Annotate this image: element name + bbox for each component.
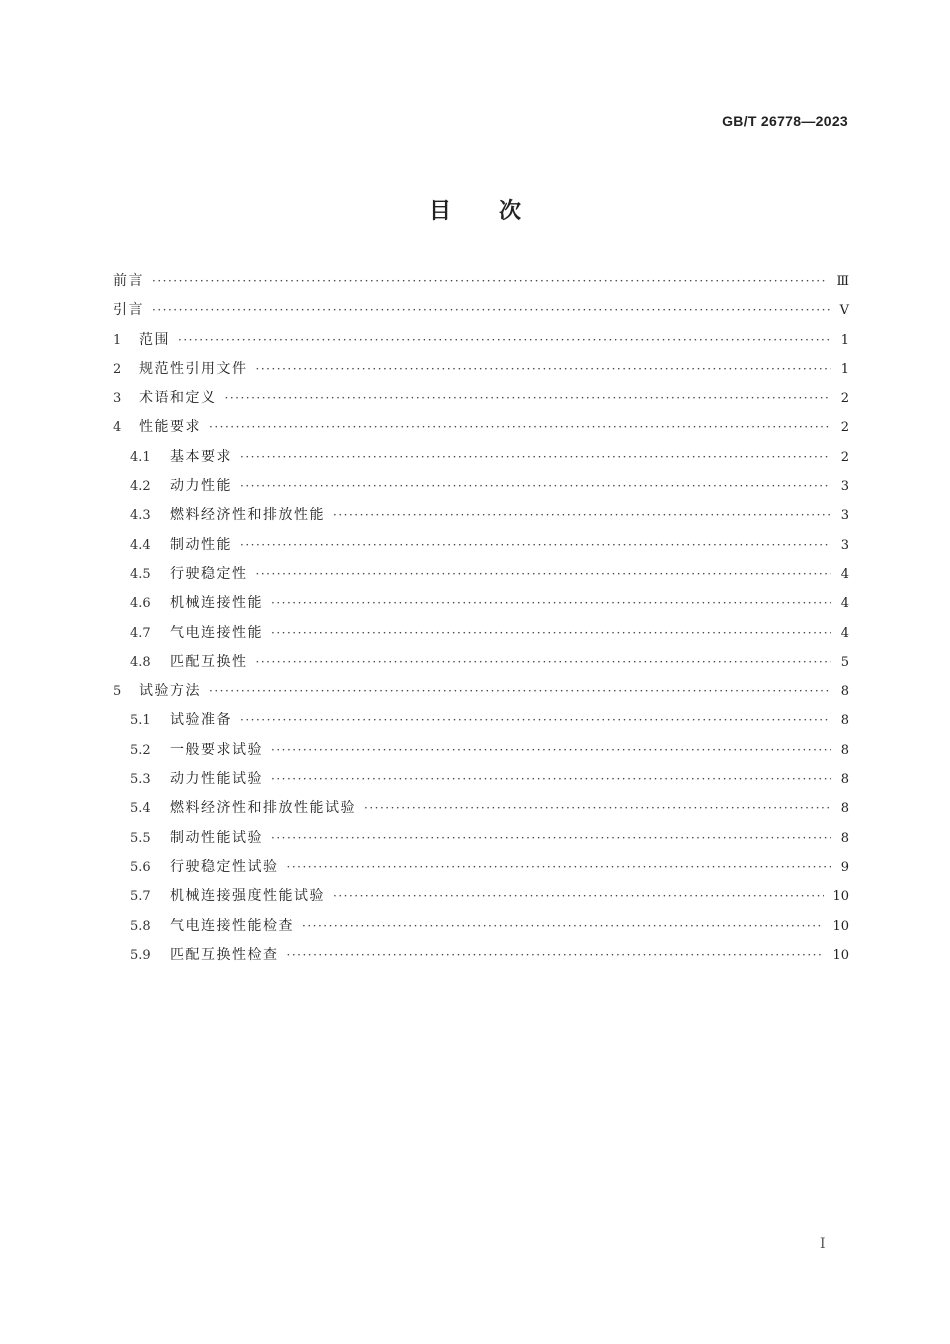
toc-entry-page: Ⅴ <box>839 303 849 319</box>
toc-entry-number: 4.1 <box>130 449 151 465</box>
toc-entry[interactable] <box>113 680 849 709</box>
toc-dot-leader <box>333 508 831 522</box>
toc-entry-title: 机械连接性能 <box>170 595 263 612</box>
toc-entry-page: 3 <box>840 508 849 524</box>
toc-dot-leader <box>209 420 831 434</box>
toc-entry[interactable] <box>113 416 849 445</box>
toc-entry[interactable] <box>113 768 849 797</box>
toc-dot-leader <box>271 596 831 610</box>
toc-entry-number: 4.7 <box>130 625 151 641</box>
toc-entry[interactable] <box>113 563 849 592</box>
toc-entry-page: 2 <box>840 420 849 436</box>
toc-entry-page: 2 <box>840 449 849 465</box>
toc-entry-number: 5.2 <box>130 742 151 758</box>
toc-entry-title: 动力性能 <box>170 478 232 495</box>
toc-entry-page: 4 <box>840 625 849 641</box>
toc-entry-number: 4.3 <box>130 508 151 524</box>
toc-entry-page: 8 <box>840 801 849 817</box>
toc-entry-page: 1 <box>840 361 849 377</box>
toc-entry-page: 5 <box>840 654 849 670</box>
toc-entry[interactable] <box>113 446 849 475</box>
toc-entry[interactable] <box>113 944 849 973</box>
toc-dot-leader <box>240 450 831 464</box>
toc-dot-leader <box>152 303 831 317</box>
toc-entry[interactable] <box>113 827 849 856</box>
toc-entry-title: 匹配互换性检查 <box>170 946 279 963</box>
toc-dot-leader <box>302 919 824 933</box>
toc-entry[interactable] <box>113 592 849 621</box>
toc-dot-leader <box>271 772 831 786</box>
toc-entry-title: 制动性能 <box>170 536 232 553</box>
toc-dot-leader <box>209 684 831 698</box>
toc-dot-leader <box>178 333 831 347</box>
toc-dot-leader <box>256 655 832 669</box>
toc-entry-title: 一般要求试验 <box>170 741 263 758</box>
toc-entry-number: 4.5 <box>130 566 151 582</box>
toc-entry-page: 4 <box>840 566 849 582</box>
toc-dot-leader <box>240 479 831 493</box>
toc-entry-number: 5.6 <box>130 859 151 875</box>
toc-dot-leader <box>225 391 832 405</box>
toc-entry-title: 范围 <box>139 331 170 348</box>
toc-entry-title: 性能要求 <box>139 419 201 436</box>
toc-dot-leader <box>287 948 825 962</box>
toc-entry-title: 气电连接性能 <box>170 624 263 641</box>
toc-dot-leader <box>364 801 831 815</box>
toc-entry-page: 3 <box>840 537 849 553</box>
toc-entry-title: 燃料经济性和排放性能试验 <box>170 800 356 817</box>
toc-entry-number: 5 <box>113 684 122 700</box>
toc-entry[interactable] <box>113 534 849 563</box>
toc-entry-number: 5.1 <box>130 713 151 729</box>
toc-entry-number: 5.8 <box>130 918 151 934</box>
toc-entry[interactable] <box>113 885 849 914</box>
page-number: Ⅰ <box>820 1236 826 1252</box>
table-of-contents <box>113 270 849 973</box>
toc-entry-page: 3 <box>840 479 849 495</box>
toc-entry-title: 动力性能试验 <box>170 771 263 788</box>
toc-entry-page: 10 <box>832 947 849 963</box>
toc-entry-title: 机械连接强度性能试验 <box>170 888 325 905</box>
toc-entry-page: 9 <box>840 859 849 875</box>
toc-entry-page: 8 <box>840 772 849 788</box>
toc-entry-page: Ⅲ <box>836 274 849 289</box>
toc-entry-title: 行驶稳定性试验 <box>170 858 279 875</box>
toc-entry-number: 4.4 <box>130 537 151 553</box>
toc-entry[interactable] <box>113 504 849 533</box>
toc-entry-title: 燃料经济性和排放性能 <box>170 507 325 524</box>
toc-dot-leader <box>287 860 832 874</box>
toc-dot-leader <box>271 831 831 845</box>
toc-dot-leader <box>271 626 831 640</box>
toc-entry[interactable] <box>113 622 849 651</box>
toc-title: 目次 <box>428 199 569 224</box>
toc-entry-title: 规范性引用文件 <box>139 360 248 377</box>
toc-entry-title: 行驶稳定性 <box>170 565 248 582</box>
toc-entry-title: 匹配互换性 <box>170 653 248 670</box>
toc-entry-page: 8 <box>840 684 849 700</box>
toc-entry-title: 前言 <box>113 273 144 289</box>
toc-entry-page: 10 <box>832 889 849 905</box>
toc-entry-number: 4 <box>113 420 122 436</box>
toc-entry-number: 5.9 <box>130 947 151 963</box>
toc-dot-leader <box>256 362 832 376</box>
toc-entry-title: 气电连接性能检查 <box>170 917 294 934</box>
toc-entry-number: 1 <box>113 332 122 348</box>
toc-entry-number: 5.3 <box>130 772 151 788</box>
toc-dot-leader <box>240 713 831 727</box>
toc-dot-leader <box>256 567 832 581</box>
toc-dot-leader <box>152 274 828 288</box>
toc-entry-title: 引言 <box>113 302 144 319</box>
toc-entry-title: 试验方法 <box>139 683 201 700</box>
toc-entry[interactable] <box>113 797 849 826</box>
toc-entry[interactable] <box>113 651 849 680</box>
toc-entry-number: 4.8 <box>130 654 151 670</box>
toc-entry[interactable] <box>113 709 849 738</box>
toc-entry-number: 5.4 <box>130 801 151 817</box>
toc-entry-title: 制动性能试验 <box>170 829 263 846</box>
toc-entry-page: 10 <box>832 918 849 934</box>
toc-entry-page: 8 <box>840 830 849 846</box>
toc-entry-number: 5.5 <box>130 830 151 846</box>
toc-entry-number: 4.2 <box>130 479 151 495</box>
toc-entry-number: 2 <box>113 361 122 377</box>
standard-number: GB/T 26778—2023 <box>722 113 848 129</box>
toc-entry[interactable] <box>113 475 849 504</box>
toc-entry-title: 基本要求 <box>170 448 232 465</box>
toc-entry-page: 4 <box>840 596 849 612</box>
toc-entry-page: 8 <box>840 742 849 758</box>
toc-dot-leader <box>240 538 831 552</box>
toc-entry-number: 4.6 <box>130 596 151 612</box>
toc-entry-title: 试验准备 <box>170 712 232 729</box>
toc-entry[interactable] <box>113 387 849 416</box>
toc-entry[interactable] <box>113 358 849 387</box>
toc-entry[interactable] <box>113 270 849 299</box>
toc-dot-leader <box>271 743 831 757</box>
toc-entry[interactable] <box>113 915 849 944</box>
toc-entry[interactable] <box>113 856 849 885</box>
toc-dot-leader <box>333 889 824 903</box>
toc-entry-number: 3 <box>113 391 122 407</box>
toc-entry-page: 2 <box>840 391 849 407</box>
toc-entry-number: 5.7 <box>130 889 151 905</box>
toc-entry-title: 术语和定义 <box>139 390 217 407</box>
toc-entry-page: 1 <box>840 332 849 348</box>
toc-entry[interactable] <box>113 329 849 358</box>
toc-entry[interactable] <box>113 299 849 328</box>
toc-entry[interactable] <box>113 739 849 768</box>
toc-entry-page: 8 <box>840 713 849 729</box>
